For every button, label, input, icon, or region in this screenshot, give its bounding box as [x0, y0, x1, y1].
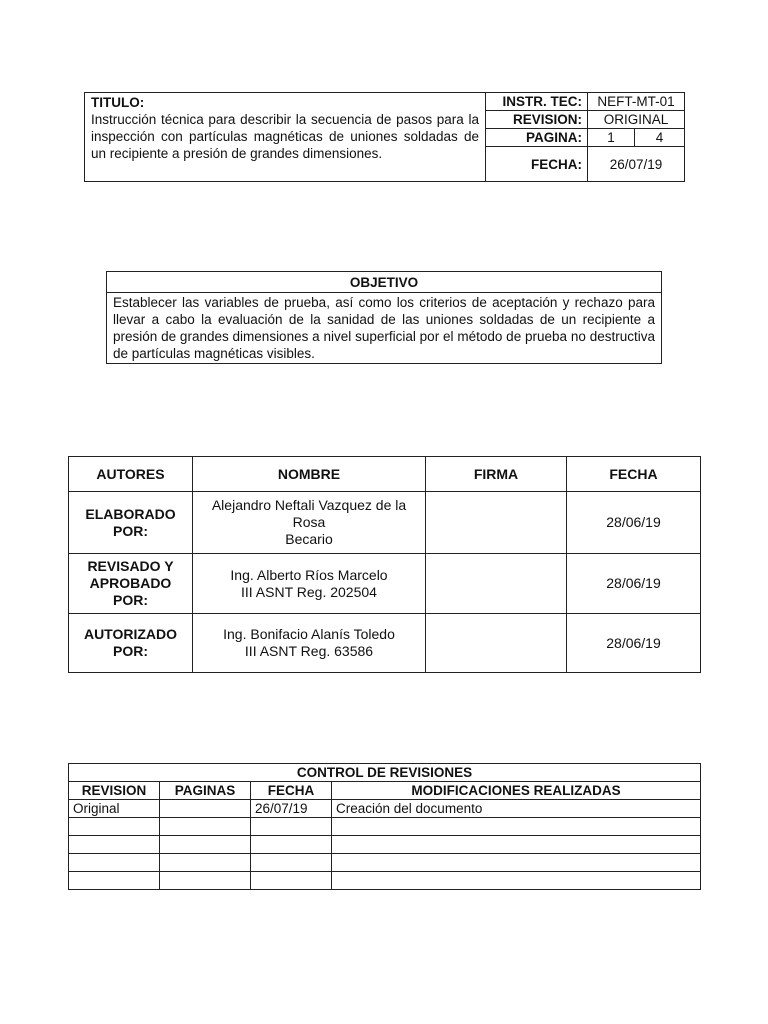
revision-cell — [69, 818, 160, 836]
role-line: POR: — [113, 643, 148, 659]
author-row — [69, 614, 701, 673]
author-signature — [426, 614, 567, 673]
paginas-cell — [160, 800, 251, 818]
modificaciones-cell: Creación del documento — [332, 800, 701, 818]
fecha-cell — [251, 836, 332, 854]
pagina-total: 4 — [635, 129, 685, 147]
role-line: POR: — [113, 592, 148, 608]
fecha-label: FECHA: — [486, 147, 588, 182]
author-date: 28/06/19 — [567, 492, 701, 554]
modificaciones-cell — [332, 818, 701, 836]
modificaciones-cell — [332, 872, 701, 890]
author-role — [69, 614, 193, 673]
objective-table — [106, 271, 662, 364]
authors-header-nombre: NOMBRE — [193, 457, 426, 492]
authors-table — [68, 456, 701, 673]
revisions-table — [68, 763, 701, 890]
revision-row — [69, 800, 701, 818]
objective-text: Establecer las variables de prueba, así como los criterios de aceptación y rechazo para llevar a cabo la evaluación de la sanidad de las uniones soldadas de un recipiente a presión de grandes dimensiones a nivel superficial por el método de prueba no destructiva de partículas magnéticas visibles. — [107, 293, 662, 364]
instr-value: NEFT-MT-01 — [588, 93, 685, 111]
fecha-cell: 26/07/19 — [251, 800, 332, 818]
author-name — [193, 614, 426, 673]
pagina-value: 1 — [588, 129, 635, 147]
title-text: Instrucción técnica para describir la secuencia de pasos para la inspección con partículas magnéticas de uniones soldadas de un recipiente a presión de grandes dimensiones. — [91, 112, 479, 161]
name-line: Ing. Bonifacio Alanís Toledo — [223, 626, 395, 642]
author-name — [193, 492, 426, 554]
revision-row — [69, 854, 701, 872]
pagina-label: PAGINA: — [486, 129, 588, 147]
revision-label: REVISION: — [486, 111, 588, 129]
revision-row — [69, 818, 701, 836]
name-line: Alejandro Neftali Vazquez de la — [211, 497, 407, 513]
revision-cell — [69, 836, 160, 854]
revisions-title: CONTROL DE REVISIONES — [69, 764, 701, 782]
authors-header-fecha: FECHA — [567, 457, 701, 492]
author-signature — [426, 492, 567, 554]
fecha-cell — [251, 818, 332, 836]
name-line: III ASNT Reg. 202504 — [241, 583, 377, 600]
role-line: REVISADO Y — [87, 558, 174, 574]
revision-value: ORIGINAL — [588, 111, 685, 129]
modificaciones-cell — [332, 836, 701, 854]
revision-row — [69, 836, 701, 854]
author-row — [69, 554, 701, 614]
author-signature — [426, 554, 567, 614]
modificaciones-cell — [332, 854, 701, 872]
author-role — [69, 492, 193, 554]
document-header-table — [84, 92, 685, 182]
author-role — [69, 554, 193, 614]
role-line: AUTORIZADO — [83, 626, 178, 642]
objective-heading: OBJETIVO — [107, 272, 662, 293]
paginas-cell — [160, 872, 251, 890]
role-line: ELABORADO — [85, 505, 176, 522]
revisions-header-paginas: PAGINAS — [160, 782, 251, 800]
name-line: Becario — [285, 531, 333, 547]
paginas-cell — [160, 818, 251, 836]
instr-label: INSTR. TEC: — [486, 93, 588, 111]
authors-header-firma: FIRMA — [426, 457, 567, 492]
author-date: 28/06/19 — [567, 614, 701, 673]
fecha-cell — [251, 854, 332, 872]
authors-header-autores: AUTORES — [69, 457, 193, 492]
title-label: TITULO: — [91, 95, 145, 110]
role-line: POR: — [113, 522, 148, 539]
name-line: Rosa — [292, 514, 326, 530]
title-cell — [85, 93, 486, 182]
paginas-cell — [160, 854, 251, 872]
revision-cell: Original — [69, 800, 160, 818]
revisions-header-fecha: FECHA — [251, 782, 332, 800]
name-line: III ASNT Reg. 63586 — [244, 643, 374, 659]
revision-row — [69, 872, 701, 890]
revisions-header-modificaciones: MODIFICACIONES REALIZADAS — [332, 782, 701, 800]
author-name — [193, 554, 426, 614]
fecha-cell — [251, 872, 332, 890]
revision-cell — [69, 854, 160, 872]
author-row — [69, 492, 701, 554]
role-line: APROBADO — [89, 575, 172, 591]
revision-cell — [69, 872, 160, 890]
paginas-cell — [160, 836, 251, 854]
fecha-value: 26/07/19 — [588, 147, 685, 182]
name-line: Ing. Alberto Ríos Marcelo — [230, 566, 388, 583]
author-date: 28/06/19 — [567, 554, 701, 614]
revisions-header-revision: REVISION — [69, 782, 160, 800]
